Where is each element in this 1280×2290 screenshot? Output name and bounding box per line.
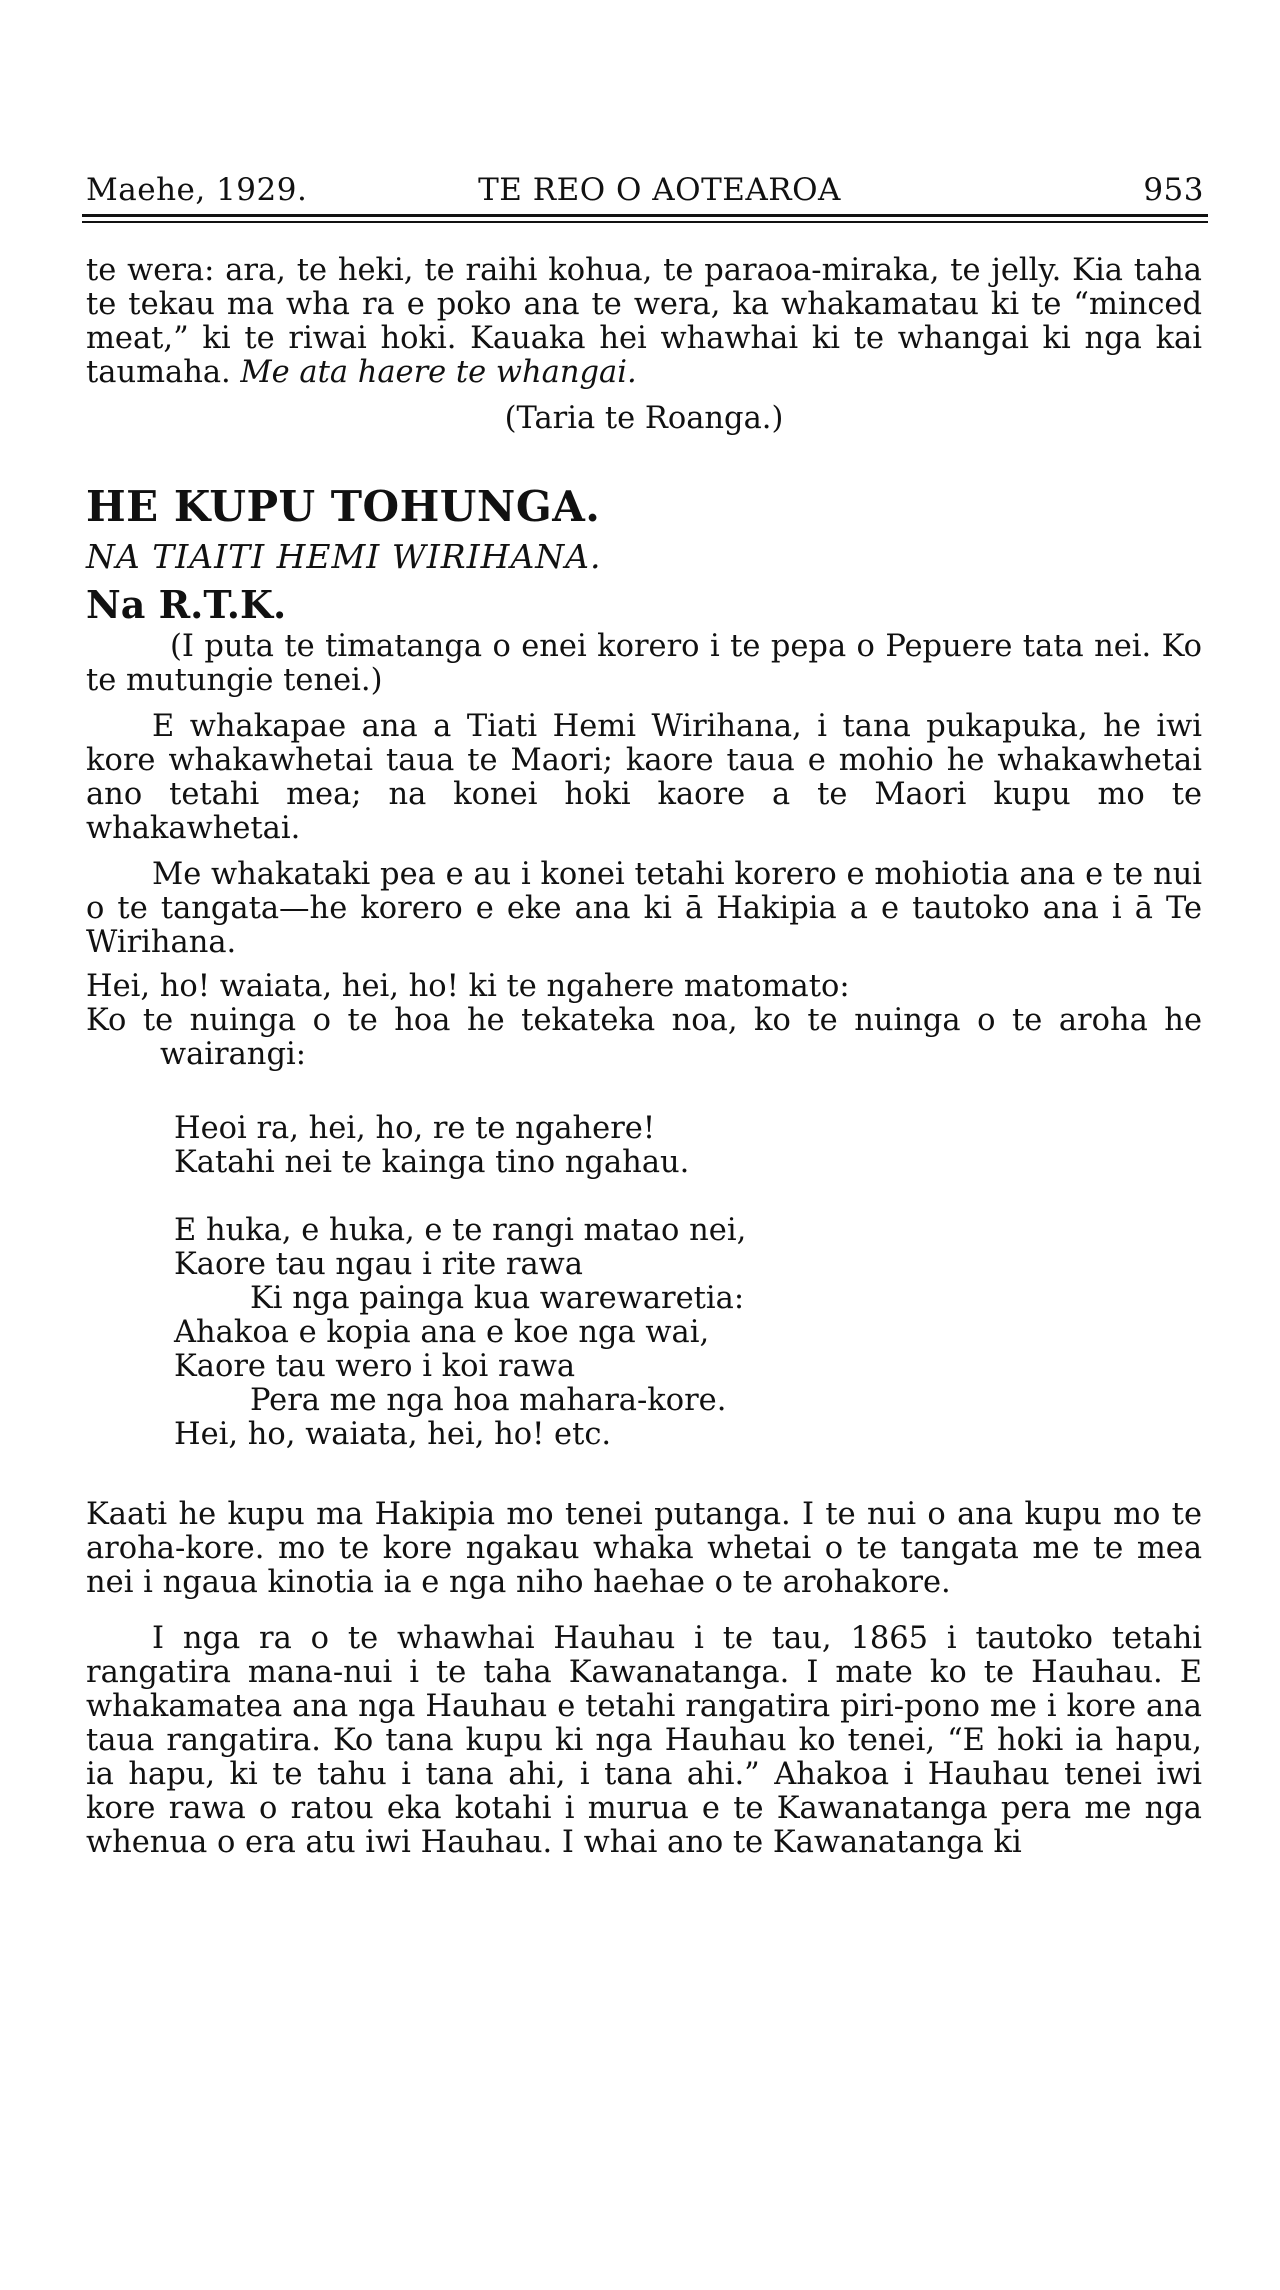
paragraph-4: I nga ra o te whawhai Hauhau i te tau, 1865 i tautoko tetahi rangatira mana-nui i te taha Kawanatanga. I mate ko te Hauhau. E whakamatea ana nga Hauhau e tetahi rangatira piri-pono me i kore ana taua rangatira. Ko tana kupu ki nga Hauhau ko tenei, “E hoki ia hapu, ia hapu, ki te tahu i tana ahi, i tana ahi.” Ahakoa i Hauhau tenei iwi kore rawa o ratou eka kotahi i murua e te Kawanatanga pera me nga whenua o era atu iwi Hauhau. I whai ano te Kawanatanga ki <box>86 1621 1202 1860</box>
paragraph-1: E whakapae ana a Tiati Hemi Wirihana, i tana pukapuka, he iwi kore whakawhetai taua te Maori; kaore taua e mohio he whakawhetai ano tetahi mea; na konei hoki kaore a te Maori kupu mo te whakawhetai. <box>86 709 1202 846</box>
song-intro <box>86 970 1202 1072</box>
paragraph-2: Me whakataki pea e au i konei tetahi korero e mohiotia ana e te nui o te tangata—he korero e eke ana ki ā Hakipia a e tautoko ana i ā Te Wirihana. <box>86 857 1202 960</box>
verse-line: Ahakoa e kopia ana e koe nga wai, <box>174 1315 710 1350</box>
verse-2 <box>174 1214 1202 1452</box>
continuation-text: te wera: ara, te heki, te raihi kohua, te paraoa-miraka, te jelly. Kia taha te tekau ma wha ra e poko ana te wera, ka whakamatau ki te “minced meat,” ki te riwai hoki. Kauaka hei whawhai ki te whangai ki nga kai taumaha. <box>86 253 1202 390</box>
page-number: 953 <box>1143 172 1204 208</box>
running-header <box>86 152 1204 208</box>
editor-note: (I puta te timatanga o enei korero i te pepa o Pepuere tata nei. Ko te mutungie tenei.) <box>86 629 1202 698</box>
verse-line: Kaore tau ngau i rite rawa <box>174 1247 583 1282</box>
verse-line: Hei, ho, waiata, hei, ho! etc. <box>174 1417 612 1452</box>
song-line-2: Ko te nuinga o te hoa he tekateka noa, ko te nuinga o te aroha he wairangi: <box>86 1003 1202 1072</box>
header-rule-thin <box>82 221 1208 223</box>
article-byline: Na R.T.K. <box>86 582 287 627</box>
header-title: TE REO O AOTEAROA <box>478 172 841 208</box>
verse-line: Heoi ra, hei, ho, re te ngahere! <box>174 1111 656 1146</box>
continuation-paragraph <box>86 254 1202 390</box>
header-date: Maehe, 1929. <box>86 172 308 208</box>
verse-1 <box>174 1112 1202 1180</box>
article-subtitle: NA TIAITI HEMI WIRIHANA. <box>86 537 602 576</box>
verse-line-indented: Ki nga painga kua warewaretia: <box>250 1281 745 1316</box>
article-title: HE KUPU TOHUNGA. <box>86 482 601 531</box>
song-line-1: Hei, ho! waiata, hei, ho! ki te ngahere matomato: <box>86 969 850 1004</box>
verse-line: Kaore tau wero i koi rawa <box>174 1349 576 1384</box>
to-be-continued: (Taria te Roanga.) <box>504 401 784 436</box>
header-rule <box>82 214 1208 223</box>
verse-line-indented: Pera me nga hoa mahara-kore. <box>250 1383 727 1418</box>
paragraph-3: Kaati he kupu ma Hakipia mo tenei putanga. I te nui o ana kupu mo te aroha-kore. mo te kore ngakau whaka whetai o te tangata me te mea nei i ngaua kinotia ia e nga niho haehae o te arohakore. <box>86 1497 1202 1600</box>
page-body <box>86 254 1202 1860</box>
header-rule-thick <box>82 214 1208 217</box>
verse-line: Katahi nei te kainga tino ngahau. <box>174 1145 690 1180</box>
continuation-italic: Me ata haere te whangai. <box>240 355 637 390</box>
verse-line: E huka, e huka, e te rangi matao nei, <box>174 1213 747 1248</box>
